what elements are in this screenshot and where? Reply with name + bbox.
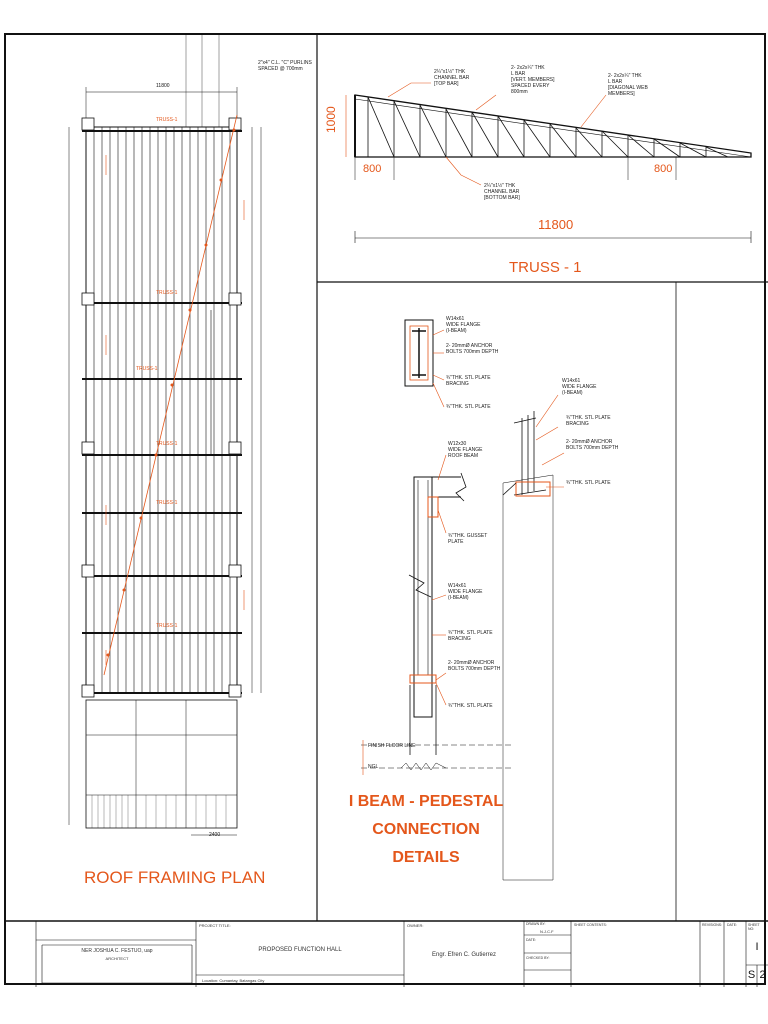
purlins-note: 2"x4" C.L. "C" PURLINS SPACED @ 700mm	[258, 60, 312, 72]
ngl-label: NGL	[368, 764, 379, 770]
iso-bolts-note: 2- 20mmØ ANCHOR BOLTS 700mm DEPTH	[566, 439, 619, 451]
project-title: PROPOSED FUNCTION HALL	[258, 947, 342, 953]
sheet-letter: S	[747, 969, 756, 981]
truss-title: TRUSS - 1	[509, 259, 582, 276]
roof-beam-note: W12x30 WIDE FLANGE ROOF BEAM	[448, 441, 483, 459]
section-plate-note: ¾"THK. STL PLATE BRACING	[446, 375, 491, 387]
sheet-number: 2	[759, 969, 766, 981]
truss-height-dim: 1000	[324, 106, 338, 133]
truss-left-end-dim: 800	[363, 163, 382, 175]
drawn-by-label: DRAWN BY:	[526, 922, 546, 926]
drawn-by-value: N.J.C.F	[540, 929, 554, 934]
truss-label-5: TRUSS-1	[156, 500, 178, 506]
architect-name: NER JOSHUA C. FESTUO, uap	[81, 948, 153, 954]
section-bolts-note: 2- 20mmØ ANCHOR BOLTS 700mm DEPTH	[446, 343, 499, 355]
revisions-label: REVISIONS:	[702, 923, 723, 927]
date-label-left: DATE:	[526, 938, 537, 942]
owner-label: OWNER:	[407, 923, 424, 928]
owner-name: Engr. Efren C. Gutierrez	[431, 952, 497, 958]
drawing-sheet	[4, 33, 766, 985]
truss-note-diagonal: 2- 2x2x¼" THK L BAR [DIAGONAL WEB MEMBERS]	[608, 73, 648, 97]
drawing-canvas	[6, 35, 768, 987]
plan-top-dimension: 11800	[156, 83, 170, 89]
title-block	[36, 921, 768, 987]
gusset-note: ¾"THK. GUSSET PLATE	[448, 533, 488, 545]
truss-label-6: TRUSS-1	[156, 623, 178, 629]
truss-right-end-dim: 800	[654, 163, 673, 175]
truss-label-3: TRUSS-1	[136, 366, 158, 372]
elev-plate2-note: ¾"THK. STL PLATE	[448, 703, 493, 709]
truss-note-top-bar: 2¼"x1½" THK CHANNEL BAR [TOP BAR]	[434, 69, 470, 87]
finish-floor-line-label: FINISH FLOOR LINE	[368, 743, 416, 749]
connection-title-line1: I BEAM - PEDESTAL	[348, 793, 504, 810]
truss-label-2: TRUSS-1	[156, 290, 178, 296]
checked-by-label: CHECKED BY:	[526, 956, 550, 960]
iso-wf-note: W14x61 WIDE FLANGE (I-BEAM)	[562, 378, 597, 396]
truss-note-bottom-bar: 2¼"x1½" THK CHANNEL BAR [BOTTOM BAR]	[484, 183, 520, 201]
elev-plate-note: ¾"THK. STL PLATE BRACING	[448, 630, 493, 642]
project-title-label: PROJECT TITLE:	[199, 923, 231, 928]
elev-bolts-note: 2- 20mmØ ANCHOR BOLTS 700mm DEPTH	[448, 660, 501, 672]
truss-label-4: TRUSS-1	[156, 441, 178, 447]
project-location: Location: Cumantay, Batangas City	[202, 978, 265, 983]
truss-span-dim: 11800	[538, 217, 574, 232]
connection-title-line3: DETAILS	[392, 849, 460, 866]
date-label: DATE:	[727, 923, 738, 927]
sheet-top-mark: I	[755, 941, 759, 953]
elev-wf-note: W14x61 WIDE FLANGE (I-BEAM)	[448, 583, 483, 601]
truss-note-vert-members: 2- 2x2x¼" THK L BAR [VERT. MEMBERS] SPACED EVERY 800mm	[511, 65, 555, 95]
section-wf-note: W14x61 WIDE FLANGE (I-BEAM)	[446, 316, 481, 334]
architect-role: ARCHITECT	[105, 956, 129, 961]
plan-bottom-dimension: 2400	[209, 832, 221, 838]
roof-framing-plan-title: ROOF FRAMING PLAN	[84, 868, 266, 887]
connection-title-line2: CONNECTION	[372, 821, 480, 838]
roof-framing-plan	[69, 35, 261, 835]
truss-label-1: TRUSS-1	[156, 117, 178, 123]
iso-plate-note: ¾"THK. STL PLATE BRACING	[566, 415, 611, 427]
section-plate2-note: ¾"THK. STL PLATE	[446, 404, 491, 410]
sheet-no-label: SHEET NO:	[748, 923, 760, 931]
sheet-contents-label: SHEET CONTENTS:	[574, 923, 607, 927]
iso-plate2-note: ¾"THK. STL PLATE	[566, 480, 611, 486]
